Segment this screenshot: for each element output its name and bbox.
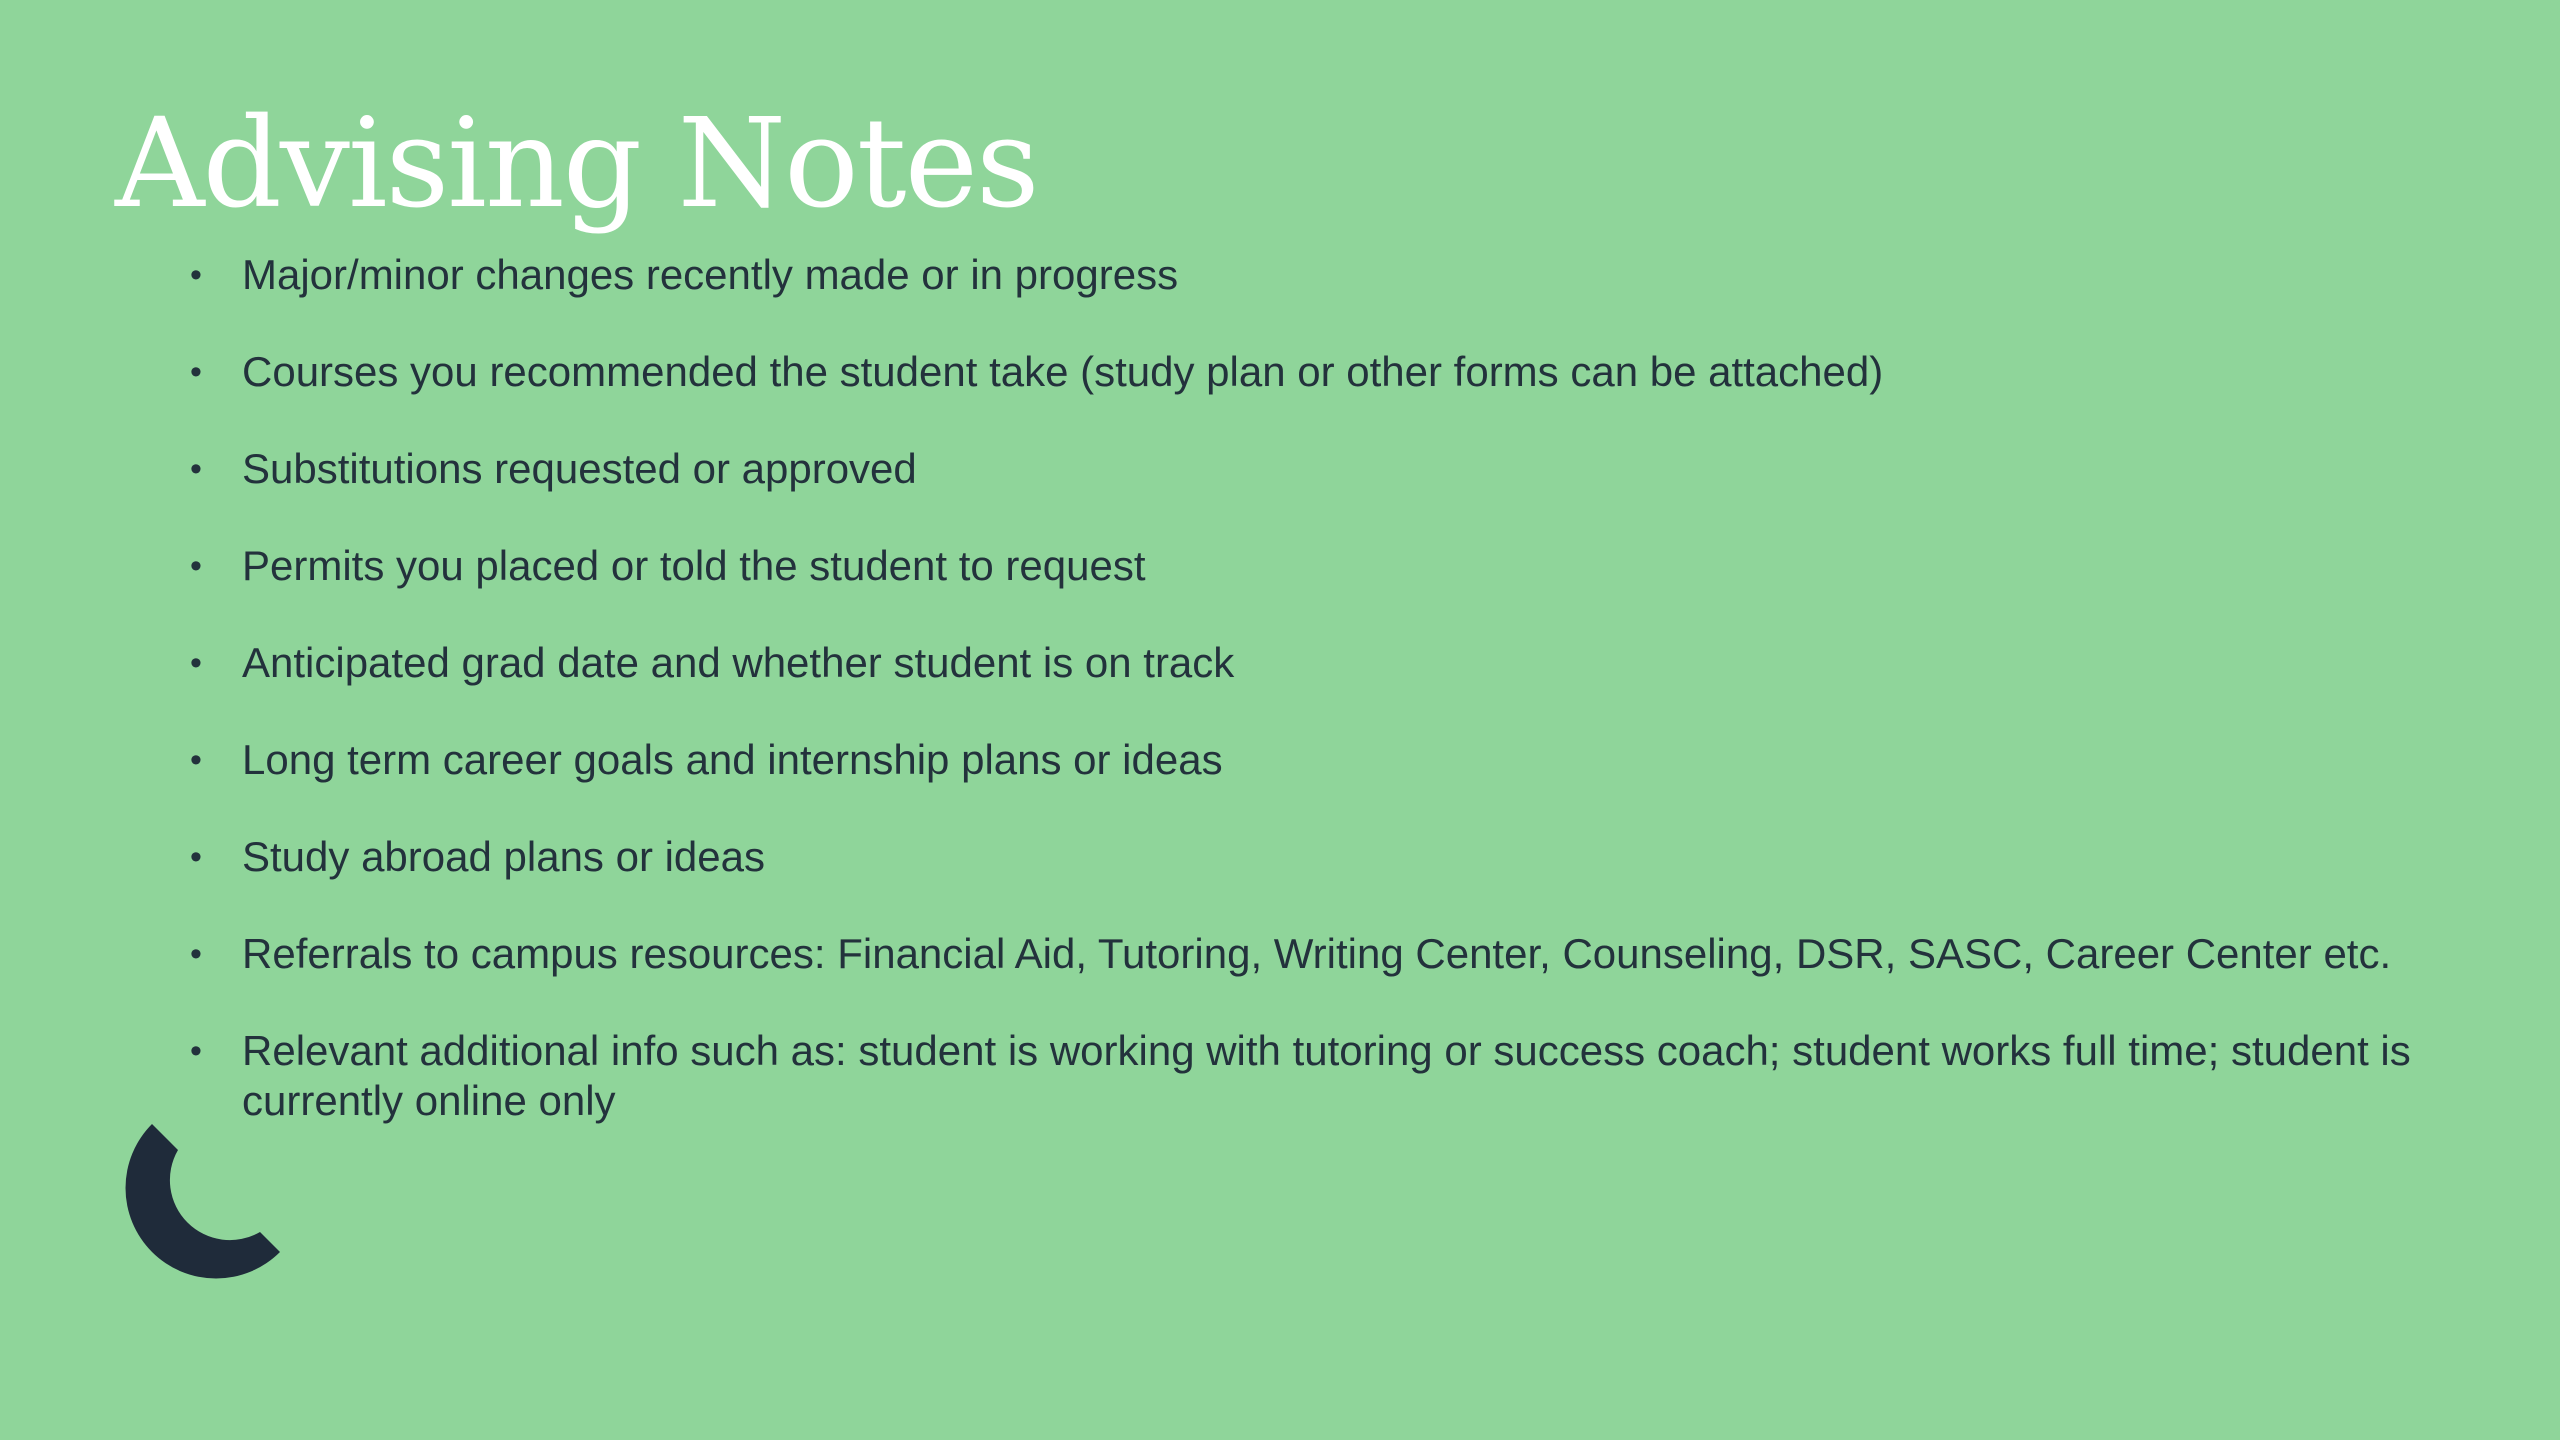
bullet-text: Anticipated grad date and whether student is on track (242, 639, 1235, 686)
bullet-text: Major/minor changes recently made or in progress (242, 251, 1179, 298)
bullet-dot: • (190, 450, 202, 488)
bullet-item-grad-date (190, 638, 2430, 688)
bullet-item-permits (190, 541, 2430, 591)
bullet-text: Study abroad plans or ideas (242, 833, 766, 880)
bullet-dot: • (190, 838, 202, 876)
bullet-list (190, 250, 2430, 1173)
bullet-item-referrals (190, 929, 2430, 979)
slide-title: Advising Notes (115, 92, 1038, 236)
crescent-arc-icon (110, 1120, 290, 1300)
bullet-item-courses (190, 347, 2430, 397)
bullet-item-substitutions (190, 444, 2430, 494)
bullet-text: Permits you placed or told the student to request (242, 542, 1146, 589)
bullet-dot: • (190, 935, 202, 973)
bullet-dot: • (190, 1032, 202, 1070)
bullet-item-study-abroad (190, 832, 2430, 882)
bullet-text: Substitutions requested or approved (242, 445, 917, 492)
bullet-item-career-goals (190, 735, 2430, 785)
bullet-text: Relevant additional info such as: student is working with tutoring or success coach; student works full time; student is currently online only (242, 1027, 2411, 1124)
bullet-dot: • (190, 547, 202, 585)
bullet-dot: • (190, 741, 202, 779)
bullet-text: Courses you recommended the student take (study plan or other forms can be attached) (242, 348, 1884, 395)
bullet-item-major-minor (190, 250, 2430, 300)
bullet-dot: • (190, 256, 202, 294)
bullet-dot: • (190, 353, 202, 391)
bullet-text: Long term career goals and internship plans or ideas (242, 736, 1223, 783)
bullet-text: Referrals to campus resources: Financial Aid, Tutoring, Writing Center, Counseling, DSR, SASC, Career Center etc. (242, 930, 2392, 977)
bullet-dot: • (190, 644, 202, 682)
bullet-item-additional-info (190, 1026, 2430, 1126)
